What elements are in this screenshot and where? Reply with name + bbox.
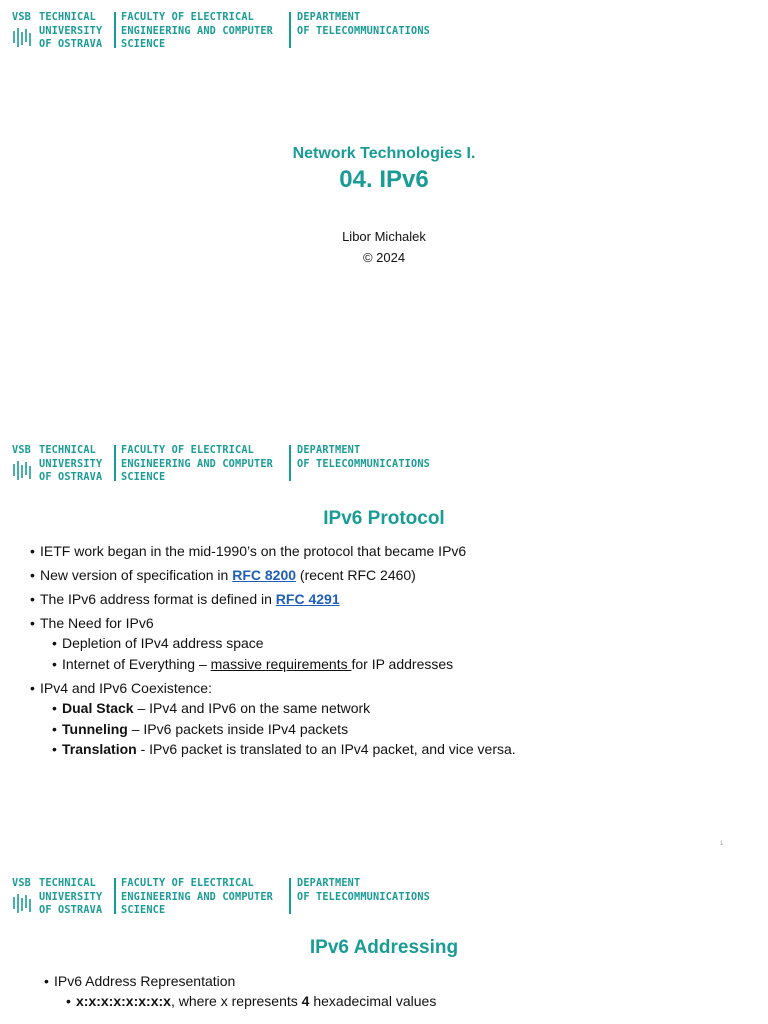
vsb-logo-text: VSB <box>12 445 32 456</box>
list-item: • IPv6 Address Representation <box>44 973 236 989</box>
list-item: • Translation - IPv6 packet is translated to an IPv4 packet, and vice versa. <box>52 741 516 757</box>
list-item: • Depletion of IPv4 address space <box>52 635 264 651</box>
vsb-logo-icon <box>12 28 34 48</box>
rfc-4291-link[interactable]: RFC 4291 <box>275 591 340 607</box>
list-item: • IETF work began in the mid-1990’s on the protocol that became IPv6 <box>30 543 467 559</box>
lecture-title: 04. IPv6 <box>339 166 429 193</box>
vsb-logo-text: VSB <box>12 878 32 889</box>
author-name: Libor Michalek <box>342 229 426 244</box>
department-name: DEPARTMENT OF TELECOMMUNICATIONS <box>297 445 431 470</box>
list-item: • The Need for IPv6 <box>30 615 154 631</box>
slide-title <box>0 0 768 433</box>
university-header <box>12 10 452 50</box>
department-name: DEPARTMENT OF TELECOMMUNICATIONS <box>297 878 431 903</box>
university-name: TECHNICAL UNIVERSITY OF OSTRAVA <box>39 878 103 917</box>
university-header <box>12 876 452 916</box>
course-title: Network Technologies I. <box>292 145 476 162</box>
list-item: • Dual Stack – IPv4 and IPv6 on the same network <box>52 700 371 716</box>
list-item: • Tunneling – IPv6 packets inside IPv4 packets <box>52 721 349 737</box>
slide-title: IPv6 Addressing <box>309 937 459 958</box>
slide-ipv6-addressing <box>0 866 768 1024</box>
faculty-name: FACULTY OF ELECTRICAL ENGINEERING AND COMPUTER SCIENCE <box>121 878 274 917</box>
copyright: © 2024 <box>362 250 406 265</box>
list-item: • The IPv6 address format is defined in RFC 4291 <box>30 591 340 607</box>
faculty-name: FACULTY OF ELECTRICAL ENGINEERING AND COMPUTER SCIENCE <box>121 12 274 51</box>
header-divider <box>289 445 291 481</box>
page-number: 1 <box>720 841 724 847</box>
university-name: TECHNICAL UNIVERSITY OF OSTRAVA <box>39 445 103 484</box>
vsb-logo-text: VSB <box>12 12 32 23</box>
rfc-8200-link[interactable]: RFC 8200 <box>232 567 297 583</box>
list-item: • New version of specification in RFC 8200 (recent RFC 2460) <box>30 567 416 583</box>
list-item: • Internet of Everything – massive requirements for IP addresses <box>52 656 454 672</box>
header-divider <box>114 878 116 914</box>
faculty-name: FACULTY OF ELECTRICAL ENGINEERING AND COMPUTER SCIENCE <box>121 445 274 484</box>
university-header <box>12 443 452 483</box>
department-name: DEPARTMENT OF TELECOMMUNICATIONS <box>297 12 431 37</box>
slide-title: IPv6 Protocol <box>323 508 445 529</box>
header-divider <box>289 878 291 914</box>
list-item: • IPv4 and IPv6 Coexistence: <box>30 680 212 696</box>
header-divider <box>114 12 116 48</box>
vsb-logo-icon <box>12 894 34 914</box>
header-divider <box>289 12 291 48</box>
university-name: TECHNICAL UNIVERSITY OF OSTRAVA <box>39 12 103 51</box>
vsb-logo-icon <box>12 461 34 481</box>
header-divider <box>114 445 116 481</box>
list-item: • x:x:x:x:x:x:x:x, where x represents 4 hexadecimal values <box>66 993 437 1009</box>
slide-ipv6-protocol <box>0 433 768 866</box>
